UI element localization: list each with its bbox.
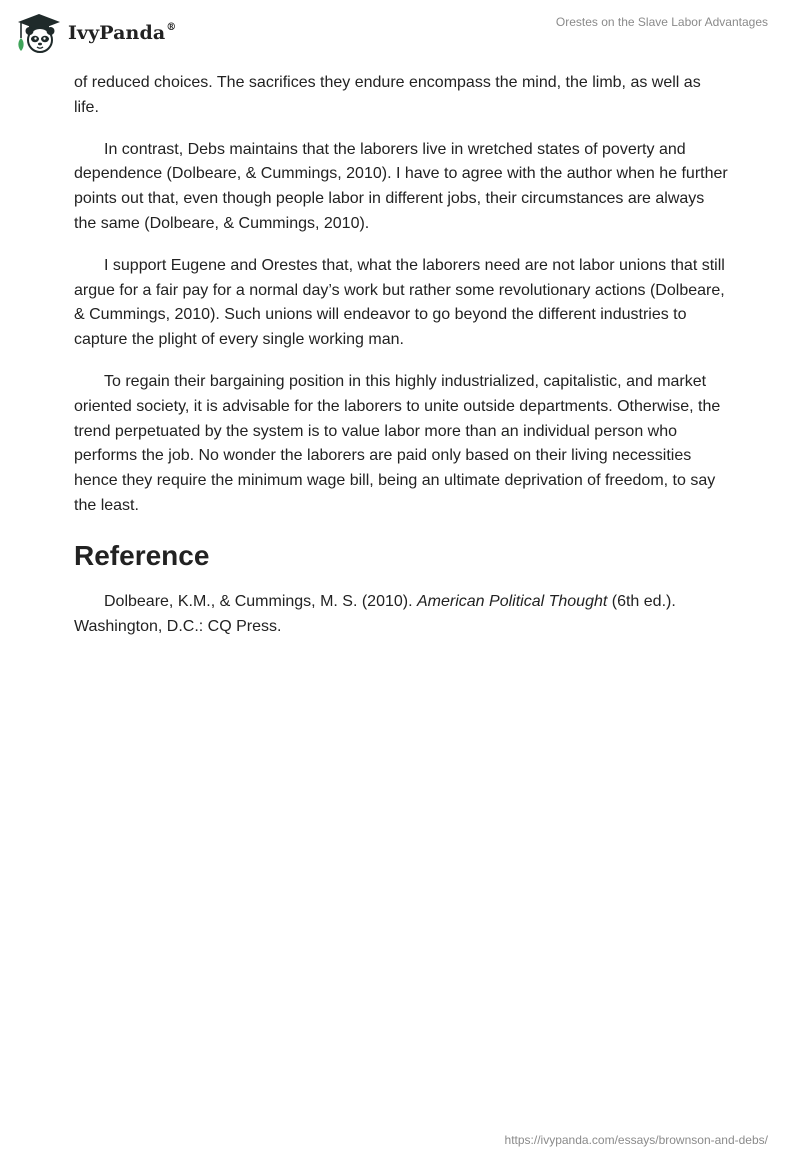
brand-name: IvyPanda® [68,21,177,44]
paragraph: In contrast, Debs maintains that the laborers live in wretched states of poverty and dependence (Dolbeare, & Cummings, 2010). I have to agree with the author when he further points out that, even though people labor in different jobs, their circumstances are always the same (Dolbeare, & Cummings, 2010). [74,140,728,232]
page-header [0,0,800,70]
trademark-symbol: ® [166,21,177,33]
panda-graduate-icon [16,12,62,54]
reference-authors: Dolbeare, K.M., & Cummings, M. S. (2010). [104,592,417,610]
paragraph: I support Eugene and Orestes that, what the laborers need are not labor unions that still argue for a fair pay for a normal day’s work but rather some revolutionary actions (Dolbeare, & Cummings, 2010). Such unions will endeavor to go beyond the different industries to capture the plight of every single working man. [74,256,725,349]
paragraph-continued: of reduced choices. The sacrifices they endure encompass the mind, the limb, as well as life. [74,74,701,116]
reference-publication: (6th ed.). Washington, D.C.: CQ Press. [74,592,676,635]
essay-content [74,71,728,656]
reference-entry [74,590,728,640]
document-title: Orestes on the Slave Labor Advantages [555,15,768,29]
reference-book-title: American Political Thought [417,592,608,610]
paragraph: To regain their bargaining position in this highly industrialized, capitalistic, and market oriented society, it is advisable for the laborers to unite outside departments. Otherwise, the trend perpetuated by the system is to value labor more than an individual person who performs the job. No wonder the laborers are paid only based on their living necessities hence they require the minimum wage bill, being an ultimate deprivation of freedom, to say the least. [74,372,721,514]
source-url[interactable]: https://ivypanda.com/essays/brownson-and-debs/ [504,1133,768,1147]
reference-heading: Reference [74,539,210,571]
ivypanda-logo[interactable] [16,8,176,58]
